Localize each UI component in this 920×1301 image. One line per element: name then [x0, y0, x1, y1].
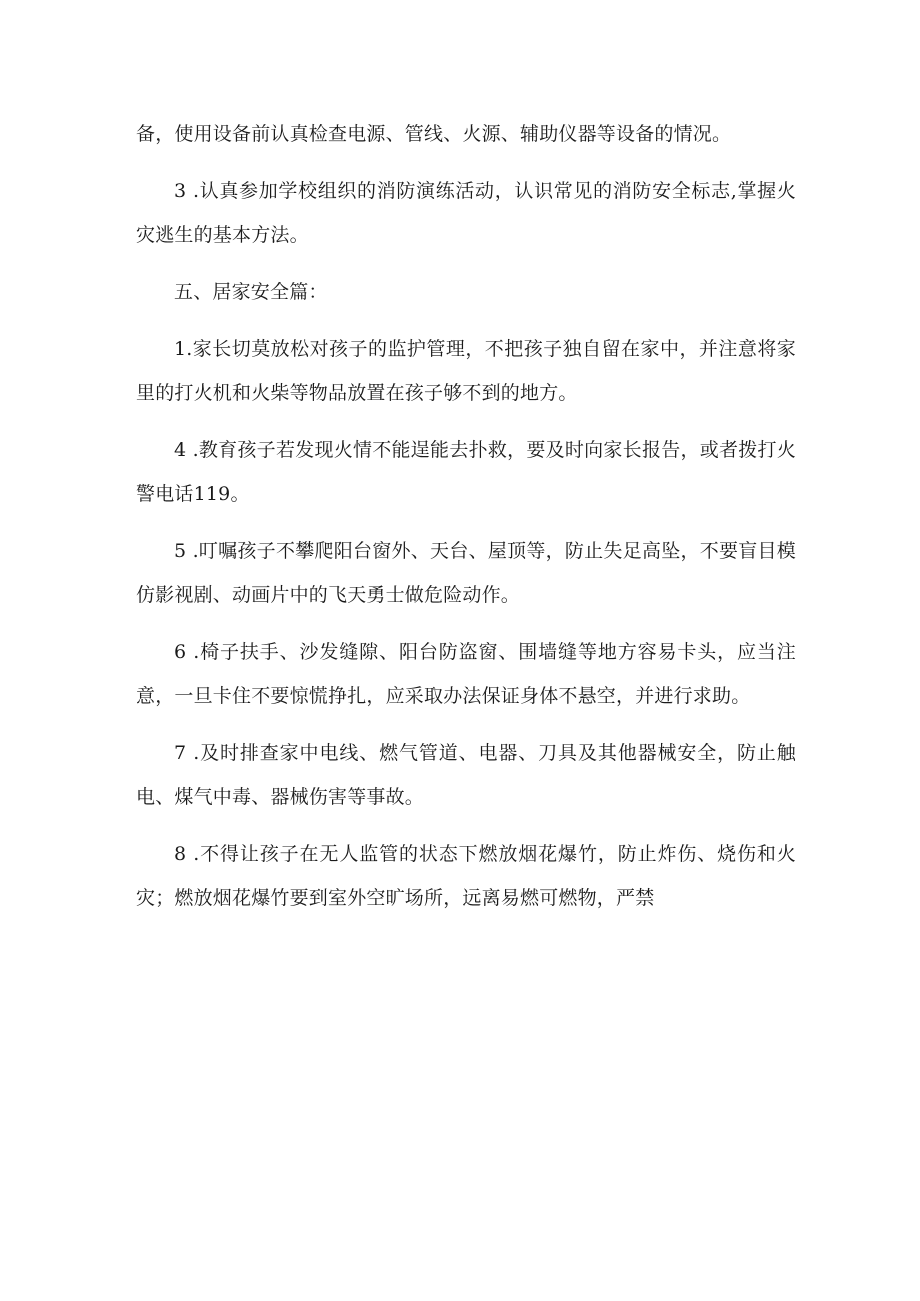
document-body — [136, 112, 796, 933]
paragraph-item-5-no-climbing: 5 .叮嘱孩子不攀爬阳台窗外、天台、屋顶等，防止失足高坠，不要盲目模仿影视剧、动画片中的飞天勇士做危险动作。 — [136, 540, 796, 606]
paragraph-continuation: 备，使用设备前认真检查电源、管线、火源、辅助仪器等设备的情况。 — [136, 123, 732, 145]
paragraph-item-1-supervision: 1.家长切莫放松对孩子的监护管理，不把孩子独自留在家中，并注意将家里的打火机和火柴等物品放置在孩子够不到的地方。 — [136, 338, 796, 404]
paragraph-item-6-head-stuck: 6 .椅子扶手、沙发缝隙、阳台防盗窗、围墙缝等地方容易卡头，应当注意，一旦卡住不要惊慌挣扎，应采取办法保证身体不悬空，并进行求助。 — [136, 641, 796, 707]
section-heading-home-safety: 五、居家安全篇： — [174, 281, 328, 303]
paragraph-item-3-drill: 3 .认真参加学校组织的消防演练活动，认识常见的消防安全标志,掌握火灾逃生的基本方法。 — [136, 180, 796, 246]
paragraph-item-8-fireworks: 8 .不得让孩子在无人监管的状态下燃放烟花爆竹，防止炸伤、烧伤和火灾；燃放烟花爆竹要到室外空旷场所，远离易燃可燃物，严禁 — [136, 843, 796, 909]
paragraph-item-4-report-fire: 4 .教育孩子若发现火情不能逞能去扑救，要及时向家长报告，或者拨打火警电话119。 — [136, 439, 796, 505]
paragraph-item-7-hazard-check: 7 .及时排查家中电线、燃气管道、电器、刀具及其他器械安全，防止触电、煤气中毒、器械伤害等事故。 — [136, 742, 796, 808]
